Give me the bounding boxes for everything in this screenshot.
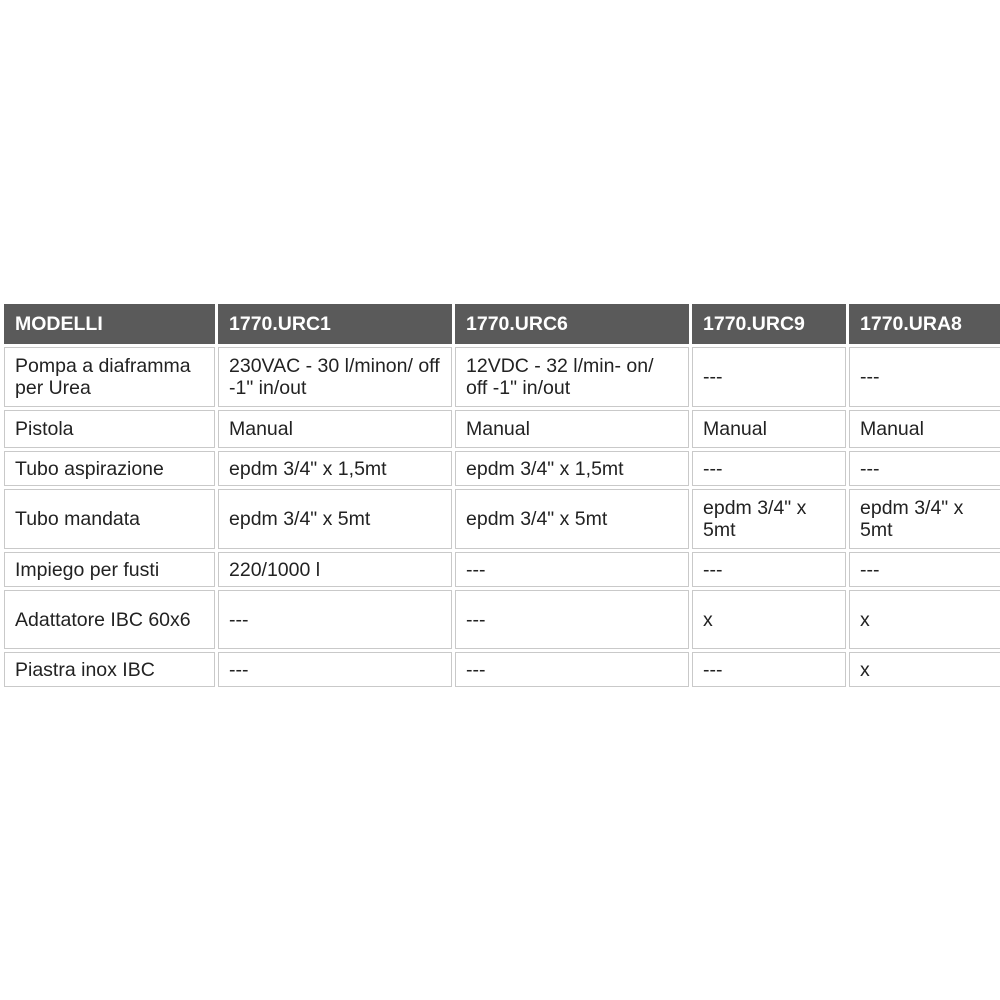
row-label: Piastra inox IBC <box>4 652 215 687</box>
table-row-impiego <box>4 552 1000 587</box>
table-cell: --- <box>849 552 1000 587</box>
table-row-pistola <box>4 410 1000 448</box>
table-row-pompa <box>4 347 1000 407</box>
table-cell: x <box>849 590 1000 649</box>
table-cell: --- <box>455 652 689 687</box>
row-label: Pompa a diaframma per Urea <box>4 347 215 407</box>
table-row-piastra <box>4 652 1000 687</box>
table-cell: Manual <box>455 410 689 448</box>
table-cell: epdm 3/4" x 5mt <box>455 489 689 549</box>
table-cell: 220/1000 l <box>218 552 452 587</box>
row-label: Adattatore IBC 60x6 <box>4 590 215 649</box>
table-cell: epdm 3/4" x 1,5mt <box>455 451 689 486</box>
table-cell: x <box>692 590 846 649</box>
table-cell: Manual <box>692 410 846 448</box>
header-modelli: MODELLI <box>4 304 215 344</box>
table-cell: --- <box>692 552 846 587</box>
row-label: Pistola <box>4 410 215 448</box>
table-cell: 230VAC - 30 l/minon/ off -1" in/out <box>218 347 452 407</box>
table-cell: --- <box>849 347 1000 407</box>
row-label: Impiego per fusti <box>4 552 215 587</box>
spec-table-container <box>1 301 1000 690</box>
table-cell: epdm 3/4" x 5mt <box>849 489 1000 549</box>
spec-table <box>1 301 1000 690</box>
table-row-mandata <box>4 489 1000 549</box>
table-cell: --- <box>218 590 452 649</box>
header-model-urc6: 1770.URC6 <box>455 304 689 344</box>
table-cell: epdm 3/4" x 5mt <box>692 489 846 549</box>
table-cell: epdm 3/4" x 1,5mt <box>218 451 452 486</box>
table-row-adattatore <box>4 590 1000 649</box>
table-cell: Manual <box>849 410 1000 448</box>
table-cell: --- <box>455 590 689 649</box>
table-cell: 12VDC - 32 l/min- on/ off -1" in/out <box>455 347 689 407</box>
header-model-ura8: 1770.URA8 <box>849 304 1000 344</box>
table-cell: --- <box>218 652 452 687</box>
header-model-urc9: 1770.URC9 <box>692 304 846 344</box>
table-header-row <box>4 304 1000 344</box>
table-cell: --- <box>455 552 689 587</box>
table-cell: --- <box>692 652 846 687</box>
header-model-urc1: 1770.URC1 <box>218 304 452 344</box>
row-label: Tubo mandata <box>4 489 215 549</box>
table-cell: epdm 3/4" x 5mt <box>218 489 452 549</box>
table-cell: Manual <box>218 410 452 448</box>
table-row-aspirazione <box>4 451 1000 486</box>
row-label: Tubo aspirazione <box>4 451 215 486</box>
table-cell: --- <box>692 347 846 407</box>
table-cell: --- <box>849 451 1000 486</box>
table-cell: --- <box>692 451 846 486</box>
table-cell: x <box>849 652 1000 687</box>
